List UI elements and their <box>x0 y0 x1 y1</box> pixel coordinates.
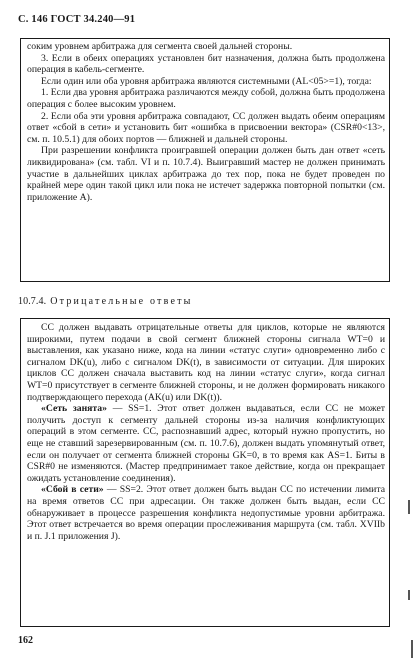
section-heading <box>18 296 193 307</box>
paragraph: СС должен выдавать отрицательные ответы для циклов, которые не являются широкими, путем подачи в свой сегмент ближней стороны сигнала WT=0 и выставления, как указано ниже, кода на линии «статус слуги» одновременно либо с сигналом DK(u), либо с сигналом DK(t), в зависимости от ситуации. Для широких циклов СС должен сначала выставить код на линии «статус слуги», когда сигнал WT=0 присутствует в сегменте ближней стороны, и не должен формировать никакого подтверждающего перехода (AK(u) или DK(t)). <box>27 322 385 403</box>
paragraph: 3. Если в обеих операциях установлен бит назначения, должна быть продолжена операция в кабель-сегменте. <box>27 52 385 76</box>
scan-mark <box>411 640 413 658</box>
paragraph: 1. Если два уровня арбитража различаются между собой, должна быть продолжена операция с более высоким уровнем. <box>27 87 385 110</box>
term-definition: — SS=1. Этот ответ должен выдаваться, если СС не может получить доступ к сегменту дальней стороны из-за наличия конфликтующих операций в этом сегменте. СС, распознавший адрес, который нужно пропустить, но еще не ставший зарезервированным (см. п. 10.7.6), должен выдать упомянутый ответ, если он получает от сегмента ближней стороны GK=0, в то время как AS=1. Биты в CSR#0 не изменяются. (Мастер предпринимает такое действие, когда он прекращает ожидать установление соединения). <box>27 403 386 484</box>
paragraph: Если один или оба уровня арбитража являются системными (AL<05>=1), тогда: <box>41 75 372 87</box>
paragraph: При разрешении конфликта проигравшей операции должен быть дан ответ «сеть ликвидирована» (см. табл. VI и п. 10.7.4). Выигравший мастер не должен принимать участие в дальнейших циклах арбитража до тех пор, пока не будет проведен по крайней мере один такой цикл или пока не истечет задержка повторной попытки (см. приложение А). <box>27 145 385 203</box>
text-frame-bottom <box>20 318 390 627</box>
paragraph: 2. Если оба эти уровня арбитража совпадают, СС должен выдать обеим операциям ответ «сбой в сети» и установить бит «ошибка в присвоении вектора» (CSR#0<13>, см. п. 10.5.1) для обоих портов — ближней и дальней стороны. <box>27 110 385 145</box>
paragraph: соким уровнем арбитража для сегмента своей дальней стороны. <box>27 41 293 52</box>
paragraph <box>27 484 385 542</box>
section-number: 10.7.4. <box>18 296 47 307</box>
term-network-failure: «Сбой в сети» <box>41 484 104 496</box>
scan-mark <box>408 590 410 600</box>
scan-mark <box>408 500 410 514</box>
page-number: 162 <box>18 635 33 646</box>
term-definition: — SS=2. Этот ответ должен быть выдан СС по истечении лимита на время ответов СС при адресации. Он также должен быть выдан, если СС обнаруживает в процессе разрешения конфликта недопустимые уровни арбитража. Этот ответ встречается во время операции прослеживания маршрута (см. табл. XVIIb и п. J.1 приложения J). <box>27 484 386 542</box>
page-header: С. 146 ГОСТ 34.240—91 <box>18 14 136 25</box>
text-frame-top <box>20 38 390 282</box>
paragraph <box>27 403 385 484</box>
term-network-busy: «Сеть занята» <box>41 403 107 415</box>
section-title: Отрицательные ответы <box>50 296 193 307</box>
